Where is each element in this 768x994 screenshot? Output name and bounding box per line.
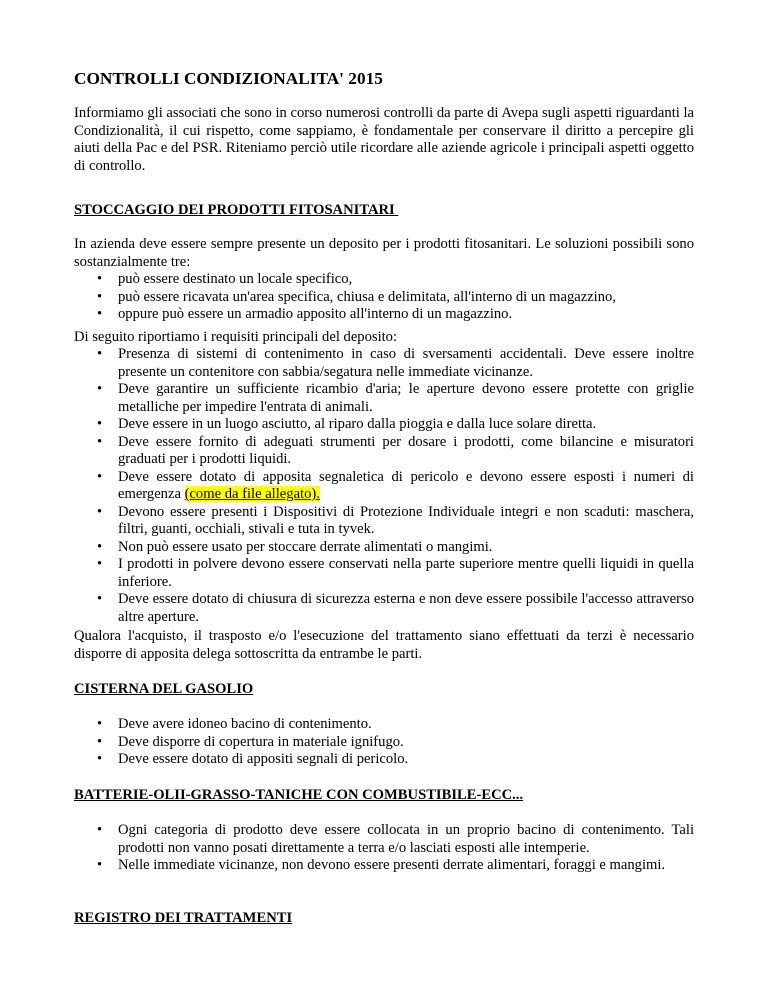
bullet-icon: • — [97, 751, 103, 767]
batterie-list — [74, 822, 694, 875]
list-item: • Devono essere presenti i Dispositivi di Protezione Individuale integri e non scaduti: maschera, filtri, guanti, occhiali, stivali e tuta in tyvek. — [97, 503, 694, 537]
bullet-icon: • — [97, 538, 103, 555]
bullet-icon: • — [97, 857, 103, 873]
list-item: • Deve essere dotato di chiusura di sicurezza esterna e non deve essere possibile l'accesso attraverso altre aperture. — [97, 591, 694, 625]
list-item: • Deve disporre di copertura in materiale ignifugo. — [97, 733, 404, 750]
list-item: • Deve avere idoneo bacino di contenimento. — [97, 716, 372, 732]
section-heading-cisterna: CISTERNA DEL GASOLIO — [74, 681, 254, 697]
list-item: • Deve essere fornito di adeguati strumenti per dosare i prodotti, come bilancine e misuratori graduati per i prodotti liquidi. — [97, 433, 694, 467]
bullet-icon: • — [97, 416, 103, 432]
list-item: • può essere destinato un locale specifico, — [97, 271, 353, 287]
bullet-icon: • — [97, 822, 103, 838]
storage-options-list — [74, 271, 694, 324]
bullet-icon: • — [97, 716, 103, 732]
list-item: • Nelle immediate vicinanze, non devono essere presenti derrate alimentari, foraggi e mangimi. — [97, 857, 666, 873]
stoccaggio-intro-paragraph: In azienda deve essere sempre presente un deposito per i prodotti fitosanitari. Le soluzioni possibili sono sostanzialmente tre: — [74, 236, 694, 270]
section-heading-registro: REGISTRO DEI TRATTAMENTI — [74, 910, 293, 926]
bullet-icon: • — [97, 306, 103, 322]
intro-paragraph: Informiamo gli associati che sono in corso numerosi controlli da parte di Avepa sugli aspetti riguardanti la Condizionalità, il cui rispetto, come sappiamo, è fondamentale per conservare il diritto a percepire gli aiuti della Pac e del PSR. Riteniamo perciò utile ricordare alle aziende agricole i principali aspetti oggetto di controllo. — [74, 105, 694, 174]
bullet-icon: • — [97, 346, 103, 362]
bullet-icon: • — [97, 381, 103, 397]
bullet-icon: • — [97, 433, 103, 450]
list-item: • può essere ricavata un'area specifica, chiusa e delimitata, all'interno di un magazzino, — [97, 288, 616, 305]
bullet-icon: • — [97, 733, 103, 750]
bullet-icon: • — [97, 288, 103, 305]
document-title: CONTROLLI CONDIZIONALITA' 2015 — [74, 69, 383, 88]
attached-file-link[interactable]: (come da file allegato). — [184, 486, 320, 502]
bullet-icon: • — [97, 468, 103, 485]
list-item: • Deve essere in un luogo asciutto, al riparo dalla pioggia e dalla luce solare diretta. — [97, 416, 597, 432]
list-item: • Non può essere usato per stoccare derrate alimentati o mangimi. — [97, 538, 493, 555]
list-item: • Ogni categoria di prodotto deve essere collocata in un proprio bacino di contenimento. Tali prodotti non vanno posati direttamente a terra e/o lasciati esposti alle intemperie. — [97, 822, 694, 856]
section-heading-stoccaggio: STOCCAGGIO DEI PRODOTTI FITOSANITARI — [74, 202, 399, 218]
delega-paragraph: Qualora l'acquisto, il trasposto e/o l'esecuzione del trattamento siano effettuati da terzi è necessario disporre di apposita delega sottoscritta da entrambe le parti. — [74, 628, 694, 662]
list-item: • I prodotti in polvere devono essere conservati nella parte superiore mentre quelli liquidi in quella inferiore. — [97, 556, 694, 590]
list-item: • oppure può essere un armadio apposito all'interno di un magazzino. — [97, 306, 513, 322]
list-item: • Presenza di sistemi di contenimento in caso di sversamenti accidentali. Deve essere inoltre presente un contenitore con sabbia/segatura nelle immediate vicinanze. — [97, 346, 694, 380]
list-item: • Deve garantire un sufficiente ricambio d'aria; le aperture devono essere protette con griglie metalliche per impedire l'entrata di animali. — [97, 381, 694, 415]
bullet-icon: • — [97, 271, 103, 287]
list-item: • Deve essere dotato di apposita segnaletica di pericolo e devono essere esposti i numeri di emergenza (come da file allegato). — [97, 468, 694, 502]
bullet-icon: • — [97, 503, 103, 520]
requirements-list — [74, 346, 694, 626]
requirements-intro-paragraph: Di seguito riportiamo i requisiti principali del deposito: — [74, 329, 398, 345]
bullet-icon: • — [97, 591, 103, 607]
cisterna-list — [74, 716, 694, 769]
section-heading-batterie: BATTERIE-OLII-GRASSO-TANICHE CON COMBUSTIBILE-ECC... — [74, 787, 524, 803]
list-item: • Deve essere dotato di appositi segnali di pericolo. — [97, 751, 409, 767]
bullet-icon: • — [97, 556, 103, 572]
